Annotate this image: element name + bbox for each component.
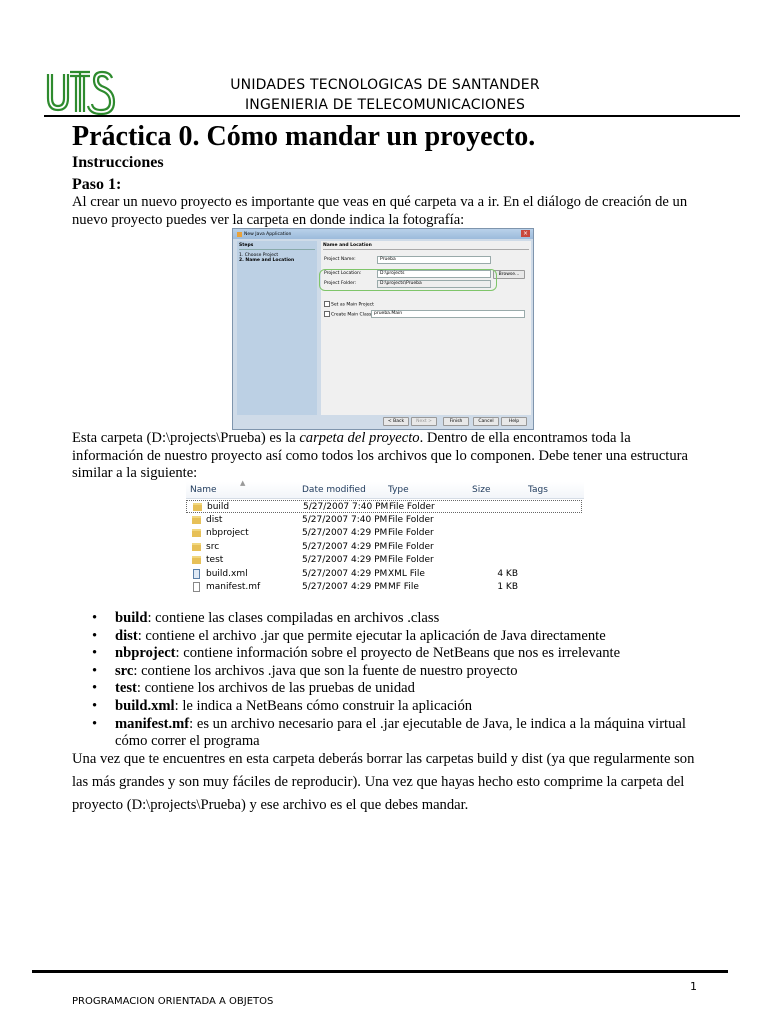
section-title: Name and Location	[323, 243, 529, 250]
cancel-button: Cancel	[473, 417, 499, 426]
department-name: INGENIERIA DE TELECOMUNICACIONES	[244, 97, 526, 113]
list-item	[92, 716, 712, 751]
intro-paragraph: Al crear un nuevo proyecto es importante que veas en qué carpeta va a ir. En el diálogo de creación de un nuevo proyecto puedes ver la carpeta en donde indica la fotografía:	[72, 194, 688, 228]
file-name: nbproject	[206, 528, 249, 538]
page-title: Práctica 0. Cómo mandar un proyecto.	[72, 121, 536, 152]
main-class-checkbox: Create Main Class	[324, 311, 371, 318]
file-date: 5/27/2007 4:29 PM	[302, 582, 388, 592]
file-date: 5/27/2007 4:29 PM	[302, 568, 388, 579]
back-button: < Back	[383, 417, 409, 426]
list-description: : le indica a NetBeans cómo construir la aplicación	[174, 697, 473, 714]
file-name: manifest.mf	[206, 582, 261, 592]
next-button: Next >	[411, 417, 437, 426]
list-item	[92, 645, 712, 663]
list-term: build.xml	[115, 697, 175, 714]
file-type: File Folder	[388, 514, 434, 525]
project-location-label: Project Location:	[324, 271, 362, 276]
step-item-active: 2. Name and Location	[239, 258, 295, 263]
list-term: test	[115, 680, 137, 697]
instructions-heading: Instrucciones	[72, 154, 164, 171]
netbeans-app-icon	[237, 232, 242, 237]
folder-icon	[193, 503, 202, 511]
file-type: XML File	[388, 568, 425, 579]
file-date: 5/27/2007 4:29 PM	[302, 541, 388, 552]
file-date: 5/27/2007 4:29 PM	[302, 555, 388, 565]
list-term: manifest.mf	[115, 715, 190, 732]
step-heading: Paso 1:	[72, 176, 122, 193]
file-row	[186, 541, 582, 554]
file-type: MF File	[388, 582, 419, 592]
file-type: File Folder	[388, 528, 434, 538]
list-item	[92, 628, 712, 646]
list-term: dist	[115, 627, 138, 644]
file-name: build.xml	[206, 568, 248, 579]
project-name-label: Project Name:	[324, 257, 356, 262]
footer-rule	[32, 970, 728, 973]
sort-arrow-icon: ▲	[240, 479, 246, 487]
list-description: : es un archivo necesario para el .jar ejecutable de Java, le indica a la máquina virtual cómo correr el programa	[115, 715, 686, 750]
file-list-header	[186, 479, 584, 499]
logo-text: UTS	[79, 96, 81, 97]
list-item	[92, 680, 712, 698]
list-term: src	[115, 662, 134, 679]
dialog-title: New Java Application	[244, 231, 292, 237]
file-date: 5/27/2007 7:40 PM	[302, 514, 388, 525]
project-folder-field: D:\projects\Prueba	[377, 280, 491, 288]
list-description: : contiene los archivos .java que son la fuente de nuestro proyecto	[133, 662, 518, 679]
file-type: File Folder	[389, 502, 435, 512]
file-name: src	[206, 541, 220, 552]
emphasis-text: carpeta del proyecto	[299, 430, 420, 446]
page-number: 1	[690, 980, 697, 993]
column-type: Type	[388, 485, 409, 495]
file-type: File Folder	[388, 555, 434, 565]
institution-name: UNIDADES TECNOLOGICAS DE SANTANDER	[230, 77, 540, 93]
file-row	[186, 568, 582, 581]
file-list-screenshot	[186, 479, 584, 598]
file-icon	[193, 582, 200, 592]
location-highlight	[319, 269, 497, 291]
close-icon: ×	[522, 230, 529, 237]
column-tags: Tags	[528, 485, 548, 495]
list-description: : contiene el archivo .jar que permite ejecutar la aplicación de Java directamente	[137, 627, 606, 644]
browse-button: Browse...	[493, 270, 525, 279]
column-size: Size	[472, 485, 491, 495]
closing-paragraph: Una vez que te encuentres en esta carpeta deberás borrar las carpetas build y dist (ya que regularmente son las más grandes y son muy fáciles de reproducir). Una vez que hayas hecho esto comprime la carpeta del proyecto (D:\projects\Prueba) y ese archivo es el que debes mandar.	[72, 751, 695, 813]
project-location-field: D:\projects	[377, 270, 491, 278]
file-name: test	[206, 555, 224, 565]
list-item	[92, 610, 712, 628]
xml-file-icon	[193, 569, 200, 579]
folder-icon	[192, 556, 201, 564]
file-row	[186, 554, 582, 567]
dialog-form-panel	[321, 241, 531, 415]
list-term: nbproject	[115, 645, 176, 662]
file-row	[186, 527, 582, 540]
dialog-steps-panel	[237, 241, 317, 415]
list-description: : contiene los archivos de las pruebas de unidad	[136, 680, 415, 697]
file-size: 4 KB	[497, 568, 518, 579]
new-project-dialog-screenshot	[232, 228, 534, 430]
main-project-checkbox: Set as Main Project	[324, 301, 374, 308]
list-item	[92, 663, 712, 681]
folder-icon	[192, 543, 201, 551]
column-name: Name	[190, 485, 217, 495]
course-name: PROGRAMACION ORIENTADA A OBJETOS	[72, 996, 274, 1007]
steps-heading: Steps	[239, 243, 315, 250]
list-term: build	[115, 610, 148, 626]
uts-logo	[44, 66, 116, 116]
main-class-field: prueba.Main	[371, 310, 525, 318]
header-rule	[44, 115, 740, 117]
file-size: 1 KB	[497, 582, 518, 592]
file-date: 5/27/2007 7:40 PM	[303, 502, 389, 512]
file-date: 5/27/2007 4:29 PM	[302, 528, 388, 538]
project-name-field: Prueba	[377, 256, 491, 264]
file-type: File Folder	[388, 541, 434, 552]
folder-icon	[192, 516, 201, 524]
file-row	[186, 514, 582, 527]
finish-button: Finish	[443, 417, 469, 426]
file-row	[186, 500, 582, 513]
project-folder-label: Project Folder:	[324, 281, 357, 286]
list-item	[92, 698, 712, 716]
file-name: build	[207, 502, 230, 512]
list-description: : contiene las clases compiladas en archivos .class	[147, 610, 440, 626]
help-button: Help	[501, 417, 527, 426]
file-row	[186, 581, 582, 594]
step-item: 1. Choose Project	[239, 253, 279, 258]
file-name: dist	[206, 514, 223, 525]
folder-paragraph: Esta carpeta (D:\projects\Prueba) es la carpeta del proyecto. Dentro de ella encontramos toda la información de nuestro proyecto así como todos los archivos que lo componen. Debe tener una estructura similar a la siguiente:	[72, 430, 688, 481]
column-date: Date modified	[302, 485, 366, 495]
list-description: : contiene información sobre el proyecto de NetBeans que nos es irrelevante	[175, 645, 621, 662]
dialog-titlebar	[233, 229, 533, 239]
folder-description-list	[92, 610, 712, 751]
folder-icon	[192, 529, 201, 537]
